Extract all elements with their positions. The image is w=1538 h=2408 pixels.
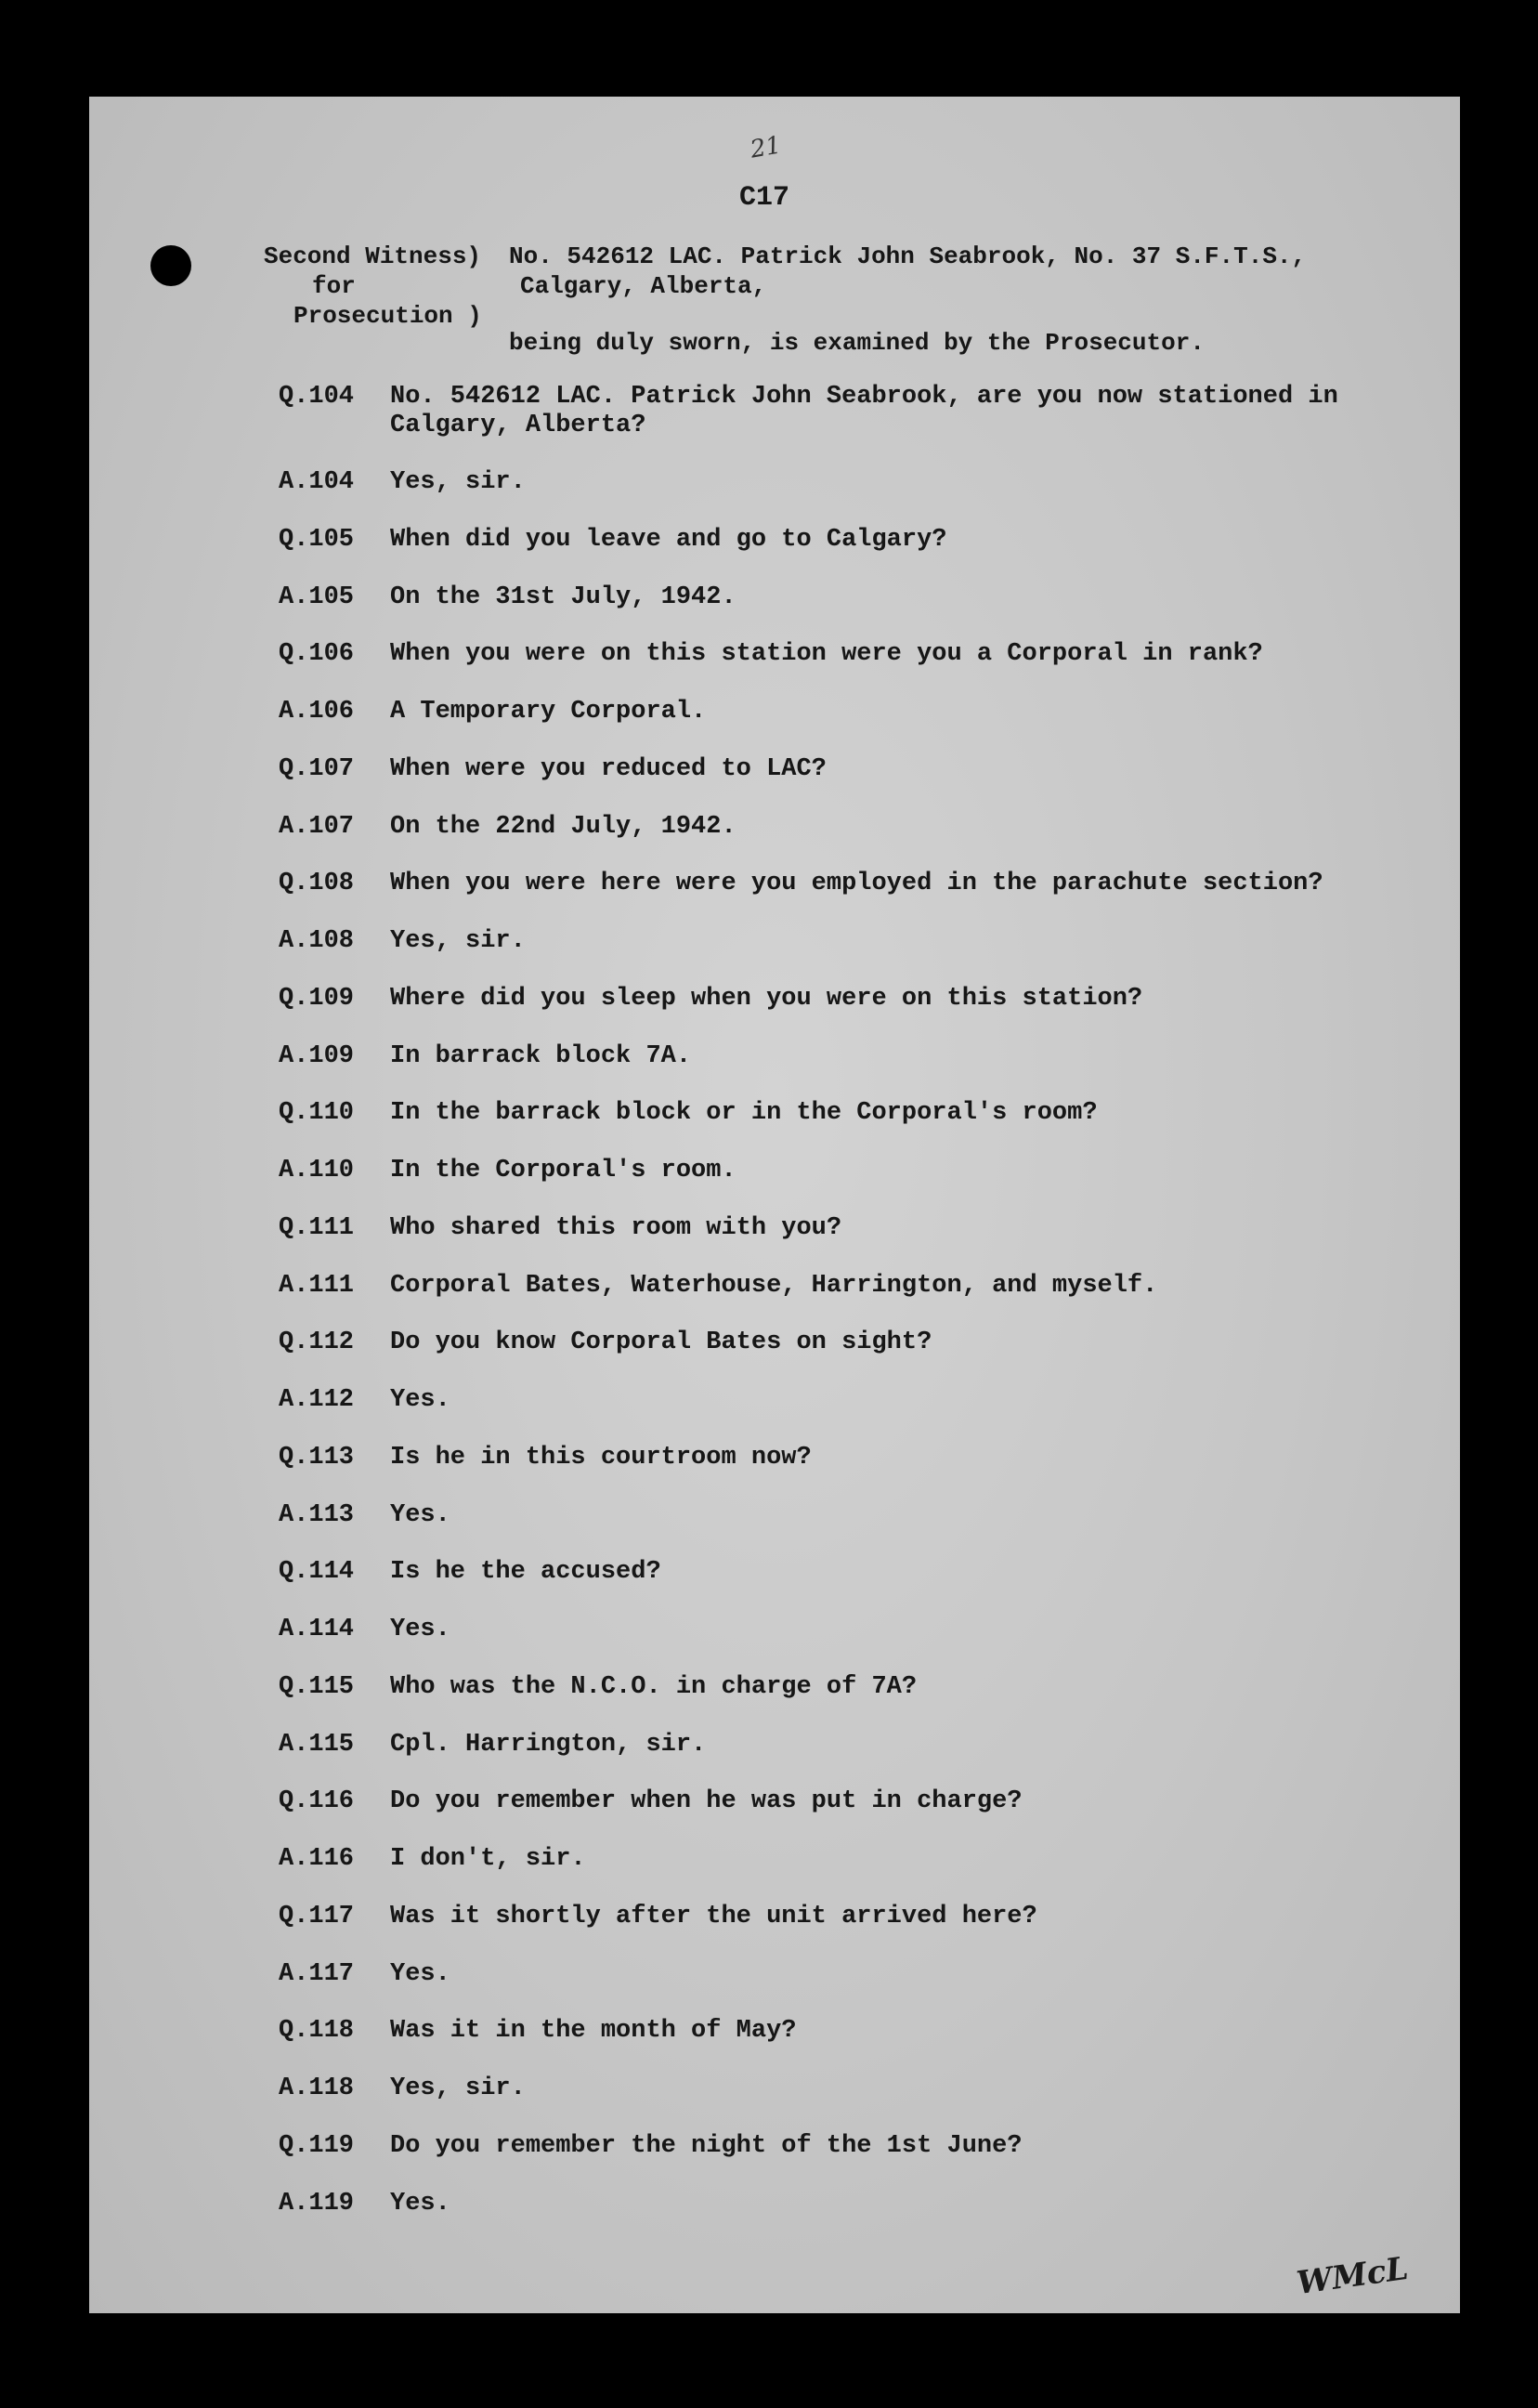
entry-text: Yes. [390,1500,450,1529]
entry-text: Who shared this room with you? [390,1213,842,1242]
entry-text: Yes. [390,1386,450,1414]
entry-label: A.106 [279,698,355,726]
answer-row [89,1501,1460,1559]
entry-label: A.107 [279,812,355,841]
entry-label: A.117 [279,1959,355,1988]
question-row [89,755,1460,813]
entry-label: A.115 [279,1730,355,1759]
entry-label: Q.114 [279,1558,355,1587]
document-page [89,97,1460,2313]
answer-row [89,1272,1460,1329]
answer-row [89,1042,1460,1100]
answer-row [89,1616,1460,1673]
entry-text: Do you remember when he was put in charge? [390,1787,1023,1816]
question-row [89,2132,1460,2190]
entry-text: Yes. [390,2189,450,2218]
entry-label: Q.107 [279,754,355,783]
page-number: C17 [739,182,790,214]
entry-text: When were you reduced to LAC? [390,754,827,783]
entry-label: Q.118 [279,2017,355,2046]
entry-label: Q.112 [279,1328,355,1357]
entry-text: Was it shortly after the unit arrived here? [390,1902,1037,1930]
entry-text: In the barrack block or in the Corporal's room? [390,1099,1098,1128]
question-row [89,1787,1460,1845]
witness-label-line: for [312,272,356,300]
question-row [89,1099,1460,1157]
entry-text: No. 542612 LAC. Patrick John Seabrook, are you now stationed in Calgary, Alberta? [390,383,1338,439]
entry-label: A.113 [279,1500,355,1529]
qa-list [89,383,1460,2246]
answer-row [89,1386,1460,1444]
witness-location-line: Calgary, Alberta, [520,272,767,300]
witness-label-line: Second Witness) [264,242,482,270]
entry-text: Is he in this courtroom now? [390,1443,812,1472]
entry-label: Q.115 [279,1672,355,1701]
question-row [89,1673,1460,1731]
entry-label: Q.111 [279,1213,355,1242]
entry-label: A.108 [279,927,355,955]
answer-row [89,813,1460,870]
question-row [89,1558,1460,1616]
entry-text: Do you know Corporal Bates on sight? [390,1328,932,1357]
entry-text: When you were on this station were you a Corporal in rank? [390,640,1263,669]
entry-text: Yes, sir. [390,927,526,955]
entry-label: Q.116 [279,1787,355,1816]
entry-text: On the 22nd July, 1942. [390,812,736,841]
entry-label: Q.110 [279,1099,355,1128]
answer-row [89,583,1460,641]
sworn-statement: being duly sworn, is examined by the Prosecutor. [509,329,1205,357]
question-row [89,1903,1460,1960]
entry-label: A.116 [279,1845,355,1873]
entry-label: Q.113 [279,1443,355,1472]
question-row [89,1214,1460,1272]
entry-text: Yes. [390,1959,450,1988]
entry-text: Do you remember the night of the 1st June? [390,2131,1023,2160]
entry-label: A.111 [279,1271,355,1300]
entry-label: A.109 [279,1041,355,1070]
entry-label: Q.104 [279,383,355,411]
answer-row [89,1157,1460,1214]
entry-text: Is he the accused? [390,1558,661,1587]
handwritten-page-number: 21 [748,131,784,164]
question-row [89,985,1460,1042]
entry-label: A.119 [279,2189,355,2218]
answer-row [89,2190,1460,2247]
entry-text: Yes, sir. [390,2074,526,2102]
entry-label: Q.117 [279,1902,355,1930]
entry-text: A Temporary Corporal. [390,698,707,726]
question-row [89,383,1460,468]
witness-name-line: No. 542612 LAC. Patrick John Seabrook, No. 37 S.F.T.S., [509,242,1307,270]
question-row [89,870,1460,927]
answer-row [89,927,1460,985]
entry-text: When you were here were you employed in the parachute section? [390,870,1323,898]
question-row [89,1444,1460,1501]
entry-text: Cpl. Harrington, sir. [390,1730,707,1759]
answer-row [89,1960,1460,2018]
entry-label: Q.108 [279,870,355,898]
entry-label: A.118 [279,2074,355,2102]
question-row [89,526,1460,583]
entry-label: Q.119 [279,2131,355,2160]
witness-label [264,242,482,331]
entry-text: Was it in the month of May? [390,2017,797,2046]
question-row [89,2017,1460,2074]
entry-text: On the 31st July, 1942. [390,582,736,611]
handwritten-initials: WMcL [1294,2249,1411,2303]
question-row [89,1328,1460,1386]
entry-label: A.105 [279,582,355,611]
entry-label: A.112 [279,1386,355,1414]
entry-text: Where did you sleep when you were on this station? [390,984,1143,1013]
entry-text: I don't, sir. [390,1845,586,1873]
witness-identification [509,242,1306,301]
answer-row [89,698,1460,755]
entry-label: Q.109 [279,984,355,1013]
entry-text: In the Corporal's room. [390,1157,736,1184]
entry-text: Corporal Bates, Waterhouse, Harrington, and myself. [390,1271,1158,1300]
entry-text: Yes. [390,1616,450,1643]
answer-row [89,468,1460,526]
entry-text: Yes, sir. [390,468,526,496]
witness-label-line: Prosecution ) [293,302,482,330]
entry-label: Q.105 [279,525,355,554]
answer-row [89,1731,1460,1788]
question-row [89,640,1460,698]
entry-text: In barrack block 7A. [390,1041,692,1070]
answer-row [89,1845,1460,1903]
entry-label: A.114 [279,1616,355,1643]
entry-text: When did you leave and go to Calgary? [390,525,947,554]
answer-row [89,2074,1460,2132]
entry-label: A.104 [279,468,355,496]
entry-text: Who was the N.C.O. in charge of 7A? [390,1672,918,1701]
entry-label: Q.106 [279,640,355,669]
entry-label: A.110 [279,1157,355,1184]
punch-hole [150,245,191,286]
